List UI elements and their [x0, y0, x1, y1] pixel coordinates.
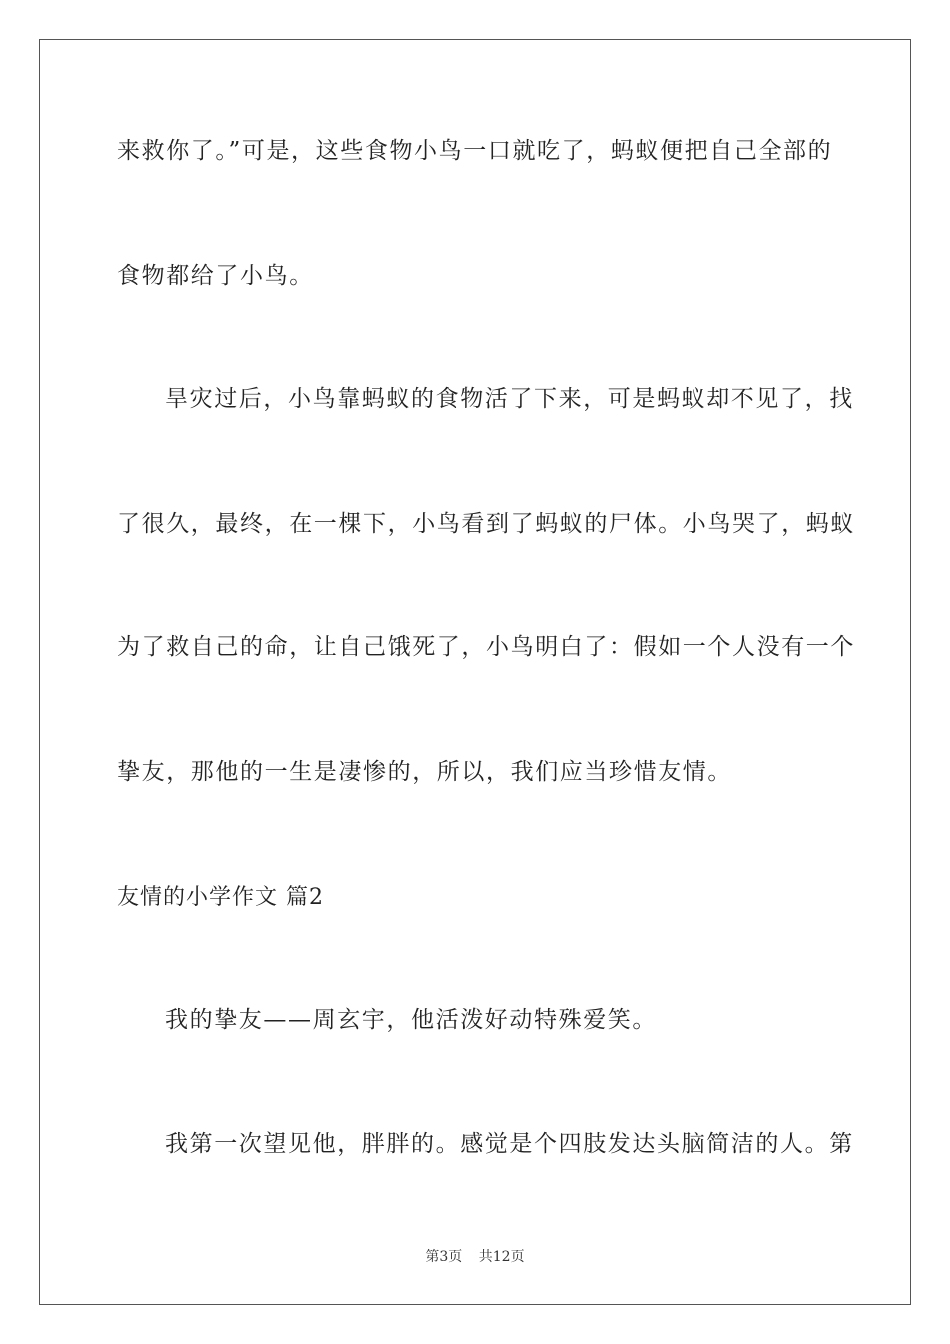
paragraph-line: 来救你了。”可是，这些食物小鸟一口就吃了，蚂蚁便把自己全部的	[117, 138, 833, 164]
paragraph-line: 我的挚友——周玄宇，他活泼好动特殊爱笑。	[165, 1007, 657, 1033]
paragraph-line: 旱灾过后，小鸟靠蚂蚁的食物活了下来，可是蚂蚁却不见了，找	[165, 386, 854, 412]
paragraph-line: 了很久，最终，在一棵下，小鸟看到了蚂蚁的尸体。小鸟哭了，蚂蚁	[117, 511, 855, 537]
page-total: 共12页	[478, 1249, 525, 1265]
page-border	[39, 39, 911, 1305]
paragraph-line: 我第一次望见他，胖胖的。感觉是个四肢发达头脑简洁的人。第	[165, 1131, 854, 1157]
paragraph-line: 食物都给了小鸟。	[117, 263, 314, 289]
paragraph-line: 挚友，那他的一生是凄惨的，所以，我们应当珍惜友情。	[117, 759, 732, 785]
page-number: 第3页	[425, 1249, 463, 1265]
paragraph-line: 为了救自己的命，让自己饿死了，小鸟明白了：假如一个人没有一个	[117, 634, 855, 660]
page-footer	[0, 1246, 950, 1266]
section-heading: 友情的小学作文 篇2	[117, 885, 324, 910]
